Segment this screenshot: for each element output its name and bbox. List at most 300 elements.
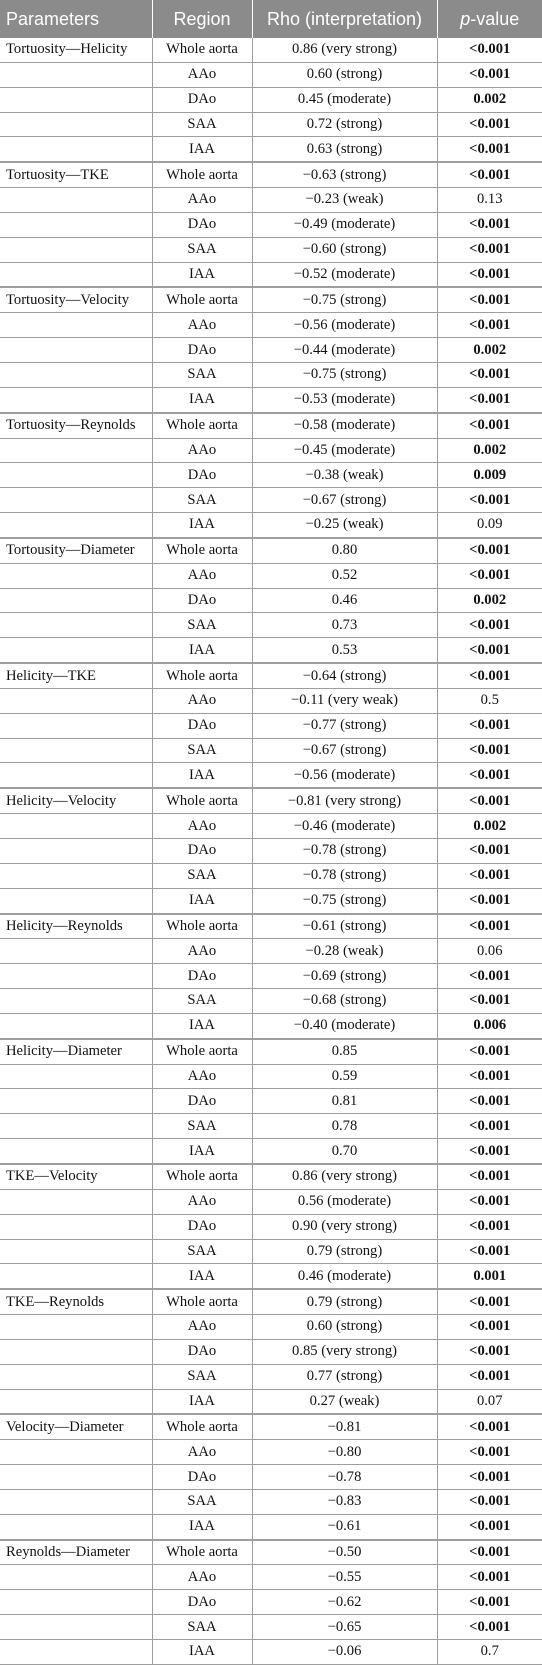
cell-parameters	[0, 814, 152, 839]
cell-rho: −0.69 (strong)	[252, 964, 437, 989]
table-row	[0, 939, 542, 964]
cell-parameters	[0, 1590, 152, 1615]
table-row	[0, 387, 542, 412]
cell-rho: −0.40 (moderate)	[252, 1013, 437, 1038]
cell-rho: −0.61 (strong)	[252, 914, 437, 939]
cell-p-value: <0.001	[437, 1164, 542, 1189]
cell-rho: −0.28 (weak)	[252, 939, 437, 964]
cell-rho: −0.67 (strong)	[252, 488, 437, 513]
cell-region: DAo	[152, 588, 252, 613]
cell-parameters	[0, 1615, 152, 1640]
cell-parameters: Tortuosity—TKE	[0, 162, 152, 187]
table-row	[0, 488, 542, 513]
cell-region: SAA	[152, 989, 252, 1014]
cell-region: Whole aorta	[152, 1540, 252, 1565]
table-row	[0, 362, 542, 387]
table-row	[0, 1164, 542, 1189]
cell-region: SAA	[152, 1615, 252, 1640]
cell-region: AAo	[152, 1315, 252, 1340]
cell-rho: 0.85	[252, 1039, 437, 1064]
cell-parameters	[0, 338, 152, 363]
table-row	[0, 162, 542, 187]
cell-region: Whole aorta	[152, 914, 252, 939]
cell-p-value: <0.001	[437, 713, 542, 738]
cell-region: Whole aorta	[152, 162, 252, 187]
cell-rho: −0.38 (weak)	[252, 463, 437, 488]
cell-parameters: Velocity—Diameter	[0, 1414, 152, 1439]
cell-region: AAo	[152, 1440, 252, 1465]
cell-p-value: <0.001	[437, 1489, 542, 1514]
cell-p-value: <0.001	[437, 738, 542, 763]
cell-p-value: 0.06	[437, 939, 542, 964]
cell-region: DAo	[152, 1214, 252, 1239]
cell-parameters	[0, 1465, 152, 1490]
cell-parameters	[0, 1389, 152, 1414]
table-row	[0, 638, 542, 663]
cell-p-value: 0.5	[437, 688, 542, 713]
cell-p-value: <0.001	[437, 1089, 542, 1114]
table-row	[0, 563, 542, 588]
cell-rho: −0.78 (strong)	[252, 839, 437, 864]
cell-region: Whole aorta	[152, 788, 252, 813]
cell-rho: 0.72 (strong)	[252, 112, 437, 137]
header-p-italic: p	[460, 9, 470, 29]
cell-parameters	[0, 989, 152, 1014]
table-row	[0, 1540, 542, 1565]
cell-p-value: <0.001	[437, 413, 542, 438]
cell-p-value: 0.7	[437, 1640, 542, 1665]
cell-rho: 0.79 (strong)	[252, 1239, 437, 1264]
cell-parameters	[0, 1264, 152, 1289]
table-row	[0, 713, 542, 738]
table-row	[0, 1465, 542, 1490]
cell-parameters	[0, 713, 152, 738]
cell-parameters: Tortuosity—Helicity	[0, 38, 152, 62]
cell-region: SAA	[152, 112, 252, 137]
cell-parameters	[0, 438, 152, 463]
cell-rho: 0.70	[252, 1139, 437, 1164]
cell-p-value: <0.001	[437, 362, 542, 387]
cell-parameters	[0, 1565, 152, 1590]
cell-parameters	[0, 112, 152, 137]
cell-rho: −0.44 (moderate)	[252, 338, 437, 363]
cell-rho: −0.45 (moderate)	[252, 438, 437, 463]
cell-p-value: <0.001	[437, 613, 542, 638]
table-row	[0, 1339, 542, 1364]
cell-region: Whole aorta	[152, 413, 252, 438]
cell-region: DAo	[152, 1339, 252, 1364]
cell-rho: −0.75 (strong)	[252, 362, 437, 387]
table-row	[0, 863, 542, 888]
table-row	[0, 338, 542, 363]
cell-p-value: 0.002	[437, 588, 542, 613]
cell-p-value: 0.002	[437, 338, 542, 363]
cell-rho: −0.49 (moderate)	[252, 212, 437, 237]
cell-region: Whole aorta	[152, 1289, 252, 1314]
cell-p-value: <0.001	[437, 1064, 542, 1089]
cell-p-value: 0.009	[437, 463, 542, 488]
cell-region: IAA	[152, 262, 252, 287]
cell-region: Whole aorta	[152, 663, 252, 688]
cell-rho: 0.56 (moderate)	[252, 1189, 437, 1214]
cell-p-value: 0.001	[437, 1264, 542, 1289]
cell-p-value: <0.001	[437, 989, 542, 1014]
cell-rho: −0.23 (weak)	[252, 188, 437, 213]
cell-rho: 0.63 (strong)	[252, 137, 437, 162]
cell-p-value: 0.13	[437, 188, 542, 213]
cell-p-value: <0.001	[437, 387, 542, 412]
cell-region: AAo	[152, 1064, 252, 1089]
cell-p-value: <0.001	[437, 137, 542, 162]
table-row	[0, 1615, 542, 1640]
cell-p-value: <0.001	[437, 1189, 542, 1214]
cell-region: AAo	[152, 188, 252, 213]
cell-parameters	[0, 863, 152, 888]
cell-p-value: <0.001	[437, 1590, 542, 1615]
table-row	[0, 1139, 542, 1164]
table-row	[0, 663, 542, 688]
table-row	[0, 964, 542, 989]
cell-parameters	[0, 1089, 152, 1114]
cell-p-value: <0.001	[437, 162, 542, 187]
cell-region: SAA	[152, 738, 252, 763]
cell-region: SAA	[152, 362, 252, 387]
cell-parameters: Tortuosity—Velocity	[0, 287, 152, 312]
cell-p-value: 0.006	[437, 1013, 542, 1038]
cell-parameters	[0, 1189, 152, 1214]
cell-p-value: <0.001	[437, 1214, 542, 1239]
cell-parameters	[0, 588, 152, 613]
table-row	[0, 688, 542, 713]
table-row	[0, 1013, 542, 1038]
cell-region: Whole aorta	[152, 287, 252, 312]
cell-p-value: <0.001	[437, 1565, 542, 1590]
cell-rho: 0.80	[252, 538, 437, 563]
cell-p-value: <0.001	[437, 1465, 542, 1490]
cell-p-value: <0.001	[437, 212, 542, 237]
cell-parameters	[0, 738, 152, 763]
cell-parameters	[0, 463, 152, 488]
table-row	[0, 38, 542, 62]
cell-region: DAo	[152, 964, 252, 989]
cell-p-value: <0.001	[437, 1339, 542, 1364]
cell-parameters: Helicity—TKE	[0, 663, 152, 688]
cell-rho: −0.64 (strong)	[252, 663, 437, 688]
table-row	[0, 914, 542, 939]
cell-region: Whole aorta	[152, 1414, 252, 1439]
table-row	[0, 588, 542, 613]
header-row	[0, 0, 542, 38]
table-row	[0, 1640, 542, 1665]
cell-p-value: <0.001	[437, 788, 542, 813]
cell-rho: 0.90 (very strong)	[252, 1214, 437, 1239]
cell-p-value: <0.001	[437, 62, 542, 87]
cell-parameters	[0, 563, 152, 588]
cell-rho: −0.46 (moderate)	[252, 814, 437, 839]
cell-parameters	[0, 188, 152, 213]
table-row	[0, 763, 542, 788]
cell-p-value: <0.001	[437, 1039, 542, 1064]
cell-region: IAA	[152, 1264, 252, 1289]
cell-rho: 0.77 (strong)	[252, 1364, 437, 1389]
cell-region: AAo	[152, 438, 252, 463]
table-row	[0, 1214, 542, 1239]
cell-parameters	[0, 362, 152, 387]
table-row	[0, 1590, 542, 1615]
cell-region: AAo	[152, 939, 252, 964]
cell-p-value: <0.001	[437, 763, 542, 788]
cell-p-value: <0.001	[437, 1615, 542, 1640]
cell-parameters	[0, 1239, 152, 1264]
table-row	[0, 888, 542, 913]
table-row	[0, 788, 542, 813]
table-row	[0, 1114, 542, 1139]
cell-p-value: <0.001	[437, 1364, 542, 1389]
cell-rho: −0.25 (weak)	[252, 513, 437, 538]
table-row	[0, 613, 542, 638]
cell-p-value: <0.001	[437, 1315, 542, 1340]
cell-p-value: <0.001	[437, 839, 542, 864]
cell-rho: −0.55	[252, 1565, 437, 1590]
cell-p-value: <0.001	[437, 1540, 542, 1565]
cell-parameters	[0, 1364, 152, 1389]
cell-parameters: Reynolds—Diameter	[0, 1540, 152, 1565]
cell-parameters	[0, 313, 152, 338]
cell-rho: −0.81	[252, 1414, 437, 1439]
cell-p-value: 0.09	[437, 513, 542, 538]
cell-parameters: Tortuosity—Reynolds	[0, 413, 152, 438]
table-row	[0, 1239, 542, 1264]
cell-p-value: <0.001	[437, 1114, 542, 1139]
cell-rho: −0.68 (strong)	[252, 989, 437, 1014]
cell-rho: 0.60 (strong)	[252, 1315, 437, 1340]
cell-rho: −0.75 (strong)	[252, 287, 437, 312]
table-row	[0, 814, 542, 839]
header-parameters: Parameters	[0, 0, 152, 38]
cell-rho: 0.46	[252, 588, 437, 613]
table-row	[0, 287, 542, 312]
cell-rho: −0.78	[252, 1465, 437, 1490]
cell-p-value: <0.001	[437, 914, 542, 939]
cell-region: IAA	[152, 1013, 252, 1038]
table-row	[0, 212, 542, 237]
cell-rho: −0.11 (very weak)	[252, 688, 437, 713]
cell-region: IAA	[152, 1514, 252, 1539]
cell-rho: −0.50	[252, 1540, 437, 1565]
cell-rho: −0.80	[252, 1440, 437, 1465]
cell-parameters	[0, 1489, 152, 1514]
cell-region: Whole aorta	[152, 1039, 252, 1064]
cell-region: IAA	[152, 1389, 252, 1414]
cell-parameters	[0, 87, 152, 112]
cell-rho: 0.78	[252, 1114, 437, 1139]
cell-p-value: <0.001	[437, 488, 542, 513]
cell-p-value: <0.001	[437, 112, 542, 137]
table-row	[0, 738, 542, 763]
cell-p-value: <0.001	[437, 1514, 542, 1539]
cell-parameters	[0, 638, 152, 663]
cell-p-value: 0.002	[437, 438, 542, 463]
cell-region: DAo	[152, 338, 252, 363]
cell-region: Whole aorta	[152, 1164, 252, 1189]
cell-parameters	[0, 939, 152, 964]
cell-p-value: <0.001	[437, 1239, 542, 1264]
cell-p-value: <0.001	[437, 638, 542, 663]
table-row	[0, 1565, 542, 1590]
cell-region: IAA	[152, 638, 252, 663]
cell-region: DAo	[152, 1465, 252, 1490]
cell-parameters	[0, 613, 152, 638]
cell-p-value: 0.002	[437, 87, 542, 112]
cell-p-value: <0.001	[437, 1440, 542, 1465]
cell-region: IAA	[152, 387, 252, 412]
cell-region: SAA	[152, 1364, 252, 1389]
cell-parameters	[0, 1315, 152, 1340]
cell-p-value: <0.001	[437, 313, 542, 338]
cell-rho: −0.62	[252, 1590, 437, 1615]
cell-parameters: TKE—Velocity	[0, 1164, 152, 1189]
cell-parameters	[0, 1214, 152, 1239]
cell-region: AAo	[152, 814, 252, 839]
cell-parameters	[0, 1640, 152, 1665]
cell-p-value: <0.001	[437, 964, 542, 989]
cell-rho: −0.81 (very strong)	[252, 788, 437, 813]
cell-rho: −0.63 (strong)	[252, 162, 437, 187]
cell-p-value: <0.001	[437, 538, 542, 563]
cell-p-value: <0.001	[437, 1289, 542, 1314]
cell-p-value: <0.001	[437, 262, 542, 287]
cell-rho: −0.60 (strong)	[252, 237, 437, 262]
cell-parameters	[0, 964, 152, 989]
cell-p-value: <0.001	[437, 38, 542, 62]
cell-parameters	[0, 1064, 152, 1089]
cell-rho: −0.67 (strong)	[252, 738, 437, 763]
table-row	[0, 1514, 542, 1539]
cell-parameters	[0, 1139, 152, 1164]
cell-parameters	[0, 137, 152, 162]
header-rho: Rho (interpretation)	[252, 0, 437, 38]
cell-region: Whole aorta	[152, 538, 252, 563]
table-row	[0, 262, 542, 287]
table-row	[0, 112, 542, 137]
cell-rho: 0.81	[252, 1089, 437, 1114]
cell-region: AAo	[152, 313, 252, 338]
table-row	[0, 1089, 542, 1114]
cell-p-value: <0.001	[437, 1414, 542, 1439]
table-row	[0, 1364, 542, 1389]
cell-region: IAA	[152, 888, 252, 913]
cell-region: SAA	[152, 613, 252, 638]
cell-rho: −0.61	[252, 1514, 437, 1539]
cell-region: AAo	[152, 563, 252, 588]
cell-parameters	[0, 262, 152, 287]
table-row	[0, 438, 542, 463]
cell-parameters: Helicity—Velocity	[0, 788, 152, 813]
cell-rho: −0.83	[252, 1489, 437, 1514]
header-region: Region	[152, 0, 252, 38]
cell-rho: −0.77 (strong)	[252, 713, 437, 738]
cell-region: AAo	[152, 688, 252, 713]
cell-region: AAo	[152, 1189, 252, 1214]
cell-region: SAA	[152, 1239, 252, 1264]
cell-parameters	[0, 387, 152, 412]
cell-region: AAo	[152, 1565, 252, 1590]
cell-rho: −0.75 (strong)	[252, 888, 437, 913]
cell-region: DAo	[152, 87, 252, 112]
table-row	[0, 1489, 542, 1514]
cell-rho: 0.86 (very strong)	[252, 1164, 437, 1189]
table-row	[0, 413, 542, 438]
cell-parameters	[0, 513, 152, 538]
table-row	[0, 1039, 542, 1064]
table-row	[0, 839, 542, 864]
cell-rho: −0.78 (strong)	[252, 863, 437, 888]
cell-region: DAo	[152, 463, 252, 488]
cell-parameters	[0, 1114, 152, 1139]
cell-rho: 0.60 (strong)	[252, 62, 437, 87]
cell-parameters	[0, 688, 152, 713]
cell-region: DAo	[152, 1590, 252, 1615]
cell-region: SAA	[152, 237, 252, 262]
cell-parameters: Helicity—Diameter	[0, 1039, 152, 1064]
cell-rho: 0.86 (very strong)	[252, 38, 437, 62]
header-p-suffix: -value	[470, 9, 519, 29]
cell-region: IAA	[152, 763, 252, 788]
cell-parameters	[0, 62, 152, 87]
cell-region: Whole aorta	[152, 38, 252, 62]
cell-rho: 0.73	[252, 613, 437, 638]
table-row	[0, 87, 542, 112]
cell-region: SAA	[152, 1489, 252, 1514]
cell-parameters	[0, 212, 152, 237]
cell-parameters: Helicity—Reynolds	[0, 914, 152, 939]
cell-p-value: <0.001	[437, 888, 542, 913]
cell-region: IAA	[152, 1640, 252, 1665]
cell-rho: −0.52 (moderate)	[252, 262, 437, 287]
cell-rho: 0.79 (strong)	[252, 1289, 437, 1314]
table-row	[0, 1315, 542, 1340]
cell-rho: −0.65	[252, 1615, 437, 1640]
cell-parameters	[0, 1013, 152, 1038]
table-row	[0, 188, 542, 213]
table-row	[0, 62, 542, 87]
cell-p-value: 0.002	[437, 814, 542, 839]
cell-rho: 0.59	[252, 1064, 437, 1089]
table-row	[0, 1440, 542, 1465]
cell-region: DAo	[152, 713, 252, 738]
cell-rho: 0.27 (weak)	[252, 1389, 437, 1414]
cell-region: IAA	[152, 1139, 252, 1164]
cell-parameters	[0, 839, 152, 864]
cell-p-value: <0.001	[437, 287, 542, 312]
header-p-value	[437, 0, 542, 38]
cell-p-value: <0.001	[437, 663, 542, 688]
table-row	[0, 538, 542, 563]
cell-parameters	[0, 1339, 152, 1364]
cell-parameters	[0, 1440, 152, 1465]
table-row	[0, 237, 542, 262]
cell-p-value: <0.001	[437, 1139, 542, 1164]
cell-rho: 0.46 (moderate)	[252, 1264, 437, 1289]
cell-rho: −0.56 (moderate)	[252, 763, 437, 788]
cell-parameters	[0, 488, 152, 513]
cell-p-value: <0.001	[437, 863, 542, 888]
cell-region: SAA	[152, 488, 252, 513]
cell-rho: 0.85 (very strong)	[252, 1339, 437, 1364]
cell-region: DAo	[152, 212, 252, 237]
table-row	[0, 1389, 542, 1414]
cell-region: IAA	[152, 513, 252, 538]
